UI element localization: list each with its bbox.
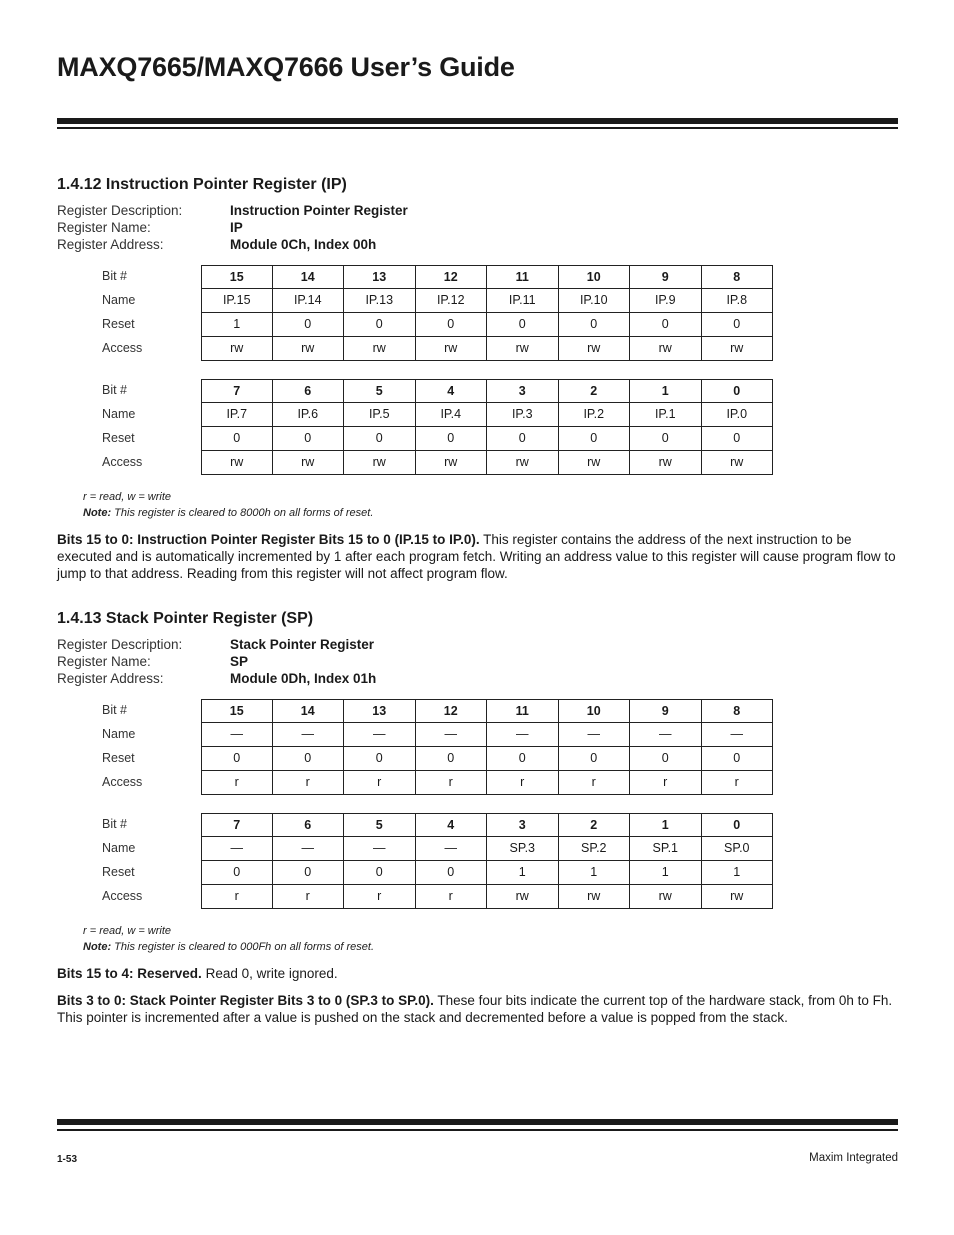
bit-cell-bit: 15 <box>201 265 273 289</box>
bit-cell-bit: 2 <box>559 813 631 837</box>
register-tables <box>83 699 898 909</box>
bit-cell-bit: 8 <box>702 265 774 289</box>
bit-cell-name: — <box>702 723 774 747</box>
row-label-bit: Bit # <box>102 383 128 397</box>
bit-cell-name: IP.5 <box>344 403 416 427</box>
bit-cell-reset: 0 <box>344 313 416 337</box>
bit-cell-access: rw <box>416 451 488 475</box>
meta-key: Register Name: <box>57 654 151 669</box>
bit-cell-reset: 1 <box>201 313 273 337</box>
bit-cell-name: — <box>273 837 345 861</box>
bit-description <box>57 992 898 1026</box>
row-label-reset: Reset <box>102 751 135 765</box>
footer-rule-thin <box>57 1129 898 1131</box>
section-heading: 1.4.13 Stack Pointer Register (SP) <box>57 610 314 627</box>
section-heading: 1.4.12 Instruction Pointer Register (IP) <box>57 176 347 193</box>
bit-table <box>83 265 898 361</box>
bit-cell-name: IP.8 <box>702 289 774 313</box>
bit-cell-bit: 0 <box>702 813 774 837</box>
reset-note <box>83 939 898 955</box>
bit-cell-name: — <box>416 723 488 747</box>
row-label-reset: Reset <box>102 317 135 331</box>
bit-cell-bit: 1 <box>630 379 702 403</box>
bit-cell-name: IP.1 <box>630 403 702 427</box>
register-notes <box>83 923 898 955</box>
bit-cell-access: rw <box>702 337 774 361</box>
bit-cell-access: rw <box>630 337 702 361</box>
bit-cell-reset: 0 <box>416 427 488 451</box>
bit-cell-bit: 12 <box>416 265 488 289</box>
bit-cell-reset: 0 <box>416 861 488 885</box>
page-number: 1-53 <box>57 1154 78 1165</box>
bit-cell-access: rw <box>487 337 559 361</box>
bit-cell-access: rw <box>273 337 345 361</box>
register-notes <box>83 489 898 521</box>
bit-cell-reset: 0 <box>344 747 416 771</box>
bit-description-title: Bits 15 to 4: Reserved. <box>57 966 202 981</box>
bit-cell-bit: 11 <box>487 699 559 723</box>
bit-cell-bit: 2 <box>559 379 631 403</box>
bit-cell-name: — <box>273 723 345 747</box>
access-legend: r = read, w = write <box>83 925 172 937</box>
bit-cell-name: — <box>559 723 631 747</box>
bit-cell-access: rw <box>702 451 774 475</box>
bit-cell-access: r <box>344 771 416 795</box>
footer-rule-thick <box>57 1119 898 1125</box>
meta-key: Register Address: <box>57 237 164 252</box>
bit-cell-reset: 1 <box>702 861 774 885</box>
meta-key: Register Address: <box>57 671 164 686</box>
section-ip-register <box>57 176 898 582</box>
bit-cell-reset: 0 <box>273 427 345 451</box>
bit-description <box>57 531 898 582</box>
bit-cell-name: — <box>201 723 273 747</box>
bit-cell-bit: 12 <box>416 699 488 723</box>
row-label-name: Name <box>102 407 136 421</box>
bit-cell-bit: 15 <box>201 699 273 723</box>
note-label: Note: <box>83 941 112 953</box>
row-label-access: Access <box>102 775 143 789</box>
bit-cell-name: IP.14 <box>273 289 345 313</box>
bit-cell-name: — <box>487 723 559 747</box>
meta-key: Register Name: <box>57 220 151 235</box>
bit-cell-name: — <box>416 837 488 861</box>
bit-cell-reset: 0 <box>487 313 559 337</box>
bit-cell-access: r <box>201 885 273 909</box>
company-name: Maxim Integrated <box>809 1152 898 1164</box>
bit-cell-access: r <box>630 771 702 795</box>
bit-description-text: This register contains the address of the next instruction to be executed and is automatically incremented by 1 after each program fetch. Writing an address value to this register will cause program flow to jump to that address. Reading from this register will not affect program flow. <box>57 532 896 581</box>
row-label-bit: Bit # <box>102 817 128 831</box>
header-rule-thin <box>57 127 898 129</box>
bit-cell-name: IP.15 <box>201 289 273 313</box>
bit-cell-name: — <box>344 723 416 747</box>
bit-cell-name: — <box>630 723 702 747</box>
meta-value: SP <box>230 654 249 669</box>
bit-description-title: Bits 3 to 0: Stack Pointer Register Bits 3 to 0 (SP.3 to SP.0). <box>57 993 434 1008</box>
bit-cell-access: r <box>273 885 345 909</box>
meta-value: Stack Pointer Register <box>230 637 375 652</box>
bit-cell-name: IP.3 <box>487 403 559 427</box>
bit-cell-access: r <box>416 885 488 909</box>
bit-cell-name: IP.10 <box>559 289 631 313</box>
bit-cell-access: rw <box>416 337 488 361</box>
bit-cell-name: IP.13 <box>344 289 416 313</box>
row-label-access: Access <box>102 455 143 469</box>
bit-cell-name: IP.7 <box>201 403 273 427</box>
bit-description-text: These four bits indicate the current top of the hardware stack, from 0h to Fh. This pointer is incremented after a value is pushed on the stack and decremented before a value is popped from the stack. <box>57 993 893 1025</box>
meta-key: Register Description: <box>57 637 183 652</box>
bit-description-title: Bits 15 to 0: Instruction Pointer Register Bits 15 to 0 (IP.15 to IP.0). <box>57 532 480 547</box>
bit-cell-bit: 6 <box>273 379 345 403</box>
row-label-bit: Bit # <box>102 269 128 283</box>
bit-cell-bit: 4 <box>416 379 488 403</box>
bit-cell-bit: 6 <box>273 813 345 837</box>
bit-cell-reset: 1 <box>630 861 702 885</box>
bit-cell-name: SP.3 <box>487 837 559 861</box>
bit-cell-access: rw <box>702 885 774 909</box>
meta-value: IP <box>230 220 243 235</box>
bit-cell-access: rw <box>559 337 631 361</box>
bit-cell-name: IP.0 <box>702 403 774 427</box>
bit-cell-access: rw <box>487 451 559 475</box>
meta-value: Module 0Ch, Index 00h <box>230 237 377 252</box>
bit-cell-bit: 10 <box>559 699 631 723</box>
meta-value: Instruction Pointer Register <box>230 203 408 218</box>
reset-note <box>83 505 898 521</box>
bit-cell-name: IP.9 <box>630 289 702 313</box>
note-label: Note: <box>83 507 112 519</box>
bit-cell-reset: 0 <box>273 861 345 885</box>
bit-cell-bit: 9 <box>630 265 702 289</box>
bit-cell-access: rw <box>559 885 631 909</box>
bit-cell-bit: 0 <box>702 379 774 403</box>
bit-cell-access: rw <box>273 451 345 475</box>
bit-cell-reset: 0 <box>630 747 702 771</box>
bit-cell-bit: 8 <box>702 699 774 723</box>
bit-cell-reset: 0 <box>344 427 416 451</box>
bit-cell-reset: 0 <box>344 861 416 885</box>
bit-cell-reset: 0 <box>416 313 488 337</box>
meta-key: Register Description: <box>57 203 183 218</box>
bit-cell-reset: 0 <box>559 747 631 771</box>
row-label-name: Name <box>102 727 136 741</box>
bit-cell-name: — <box>344 837 416 861</box>
register-meta <box>57 202 898 253</box>
register-meta <box>57 636 898 687</box>
bit-cell-bit: 1 <box>630 813 702 837</box>
bit-cell-name: IP.6 <box>273 403 345 427</box>
bit-cell-bit: 10 <box>559 265 631 289</box>
bit-cell-reset: 0 <box>201 747 273 771</box>
bit-cell-bit: 4 <box>416 813 488 837</box>
bit-cell-name: IP.12 <box>416 289 488 313</box>
bit-table <box>83 379 898 475</box>
bit-cell-bit: 5 <box>344 379 416 403</box>
register-tables <box>83 265 898 475</box>
bit-cell-bit: 7 <box>201 379 273 403</box>
bit-cell-access: rw <box>630 451 702 475</box>
bit-cell-name: — <box>201 837 273 861</box>
bit-cell-access: r <box>702 771 774 795</box>
row-label-access: Access <box>102 341 143 355</box>
bit-cell-reset: 0 <box>201 861 273 885</box>
bit-cell-reset: 0 <box>630 427 702 451</box>
section-sp-register <box>57 610 898 1026</box>
bit-cell-name: SP.1 <box>630 837 702 861</box>
bit-cell-reset: 0 <box>487 427 559 451</box>
bit-cell-reset: 0 <box>630 313 702 337</box>
bit-cell-access: r <box>487 771 559 795</box>
bit-cell-reset: 0 <box>702 313 774 337</box>
bit-cell-name: IP.4 <box>416 403 488 427</box>
row-label-name: Name <box>102 293 136 307</box>
row-label-bit: Bit # <box>102 703 128 717</box>
bit-cell-bit: 11 <box>487 265 559 289</box>
bit-cell-bit: 7 <box>201 813 273 837</box>
bit-cell-bit: 13 <box>344 265 416 289</box>
bit-cell-reset: 1 <box>487 861 559 885</box>
bit-cell-reset: 0 <box>201 427 273 451</box>
bit-cell-reset: 0 <box>559 427 631 451</box>
row-label-reset: Reset <box>102 431 135 445</box>
bit-cell-bit: 14 <box>273 699 345 723</box>
bit-cell-reset: 0 <box>273 747 345 771</box>
bit-cell-reset: 0 <box>702 747 774 771</box>
bit-cell-access: rw <box>487 885 559 909</box>
bit-cell-name: IP.2 <box>559 403 631 427</box>
bit-cell-name: IP.11 <box>487 289 559 313</box>
bit-cell-access: r <box>344 885 416 909</box>
bit-cell-bit: 14 <box>273 265 345 289</box>
row-label-access: Access <box>102 889 143 903</box>
bit-cell-access: r <box>273 771 345 795</box>
bit-cell-reset: 1 <box>559 861 631 885</box>
bit-cell-reset: 0 <box>273 313 345 337</box>
bit-cell-bit: 13 <box>344 699 416 723</box>
bit-cell-access: r <box>201 771 273 795</box>
note-text: This register is cleared to 8000h on all forms of reset. <box>114 507 374 519</box>
bit-cell-reset: 0 <box>487 747 559 771</box>
bit-cell-access: rw <box>201 337 273 361</box>
bit-cell-access: r <box>416 771 488 795</box>
bit-cell-reset: 0 <box>416 747 488 771</box>
access-legend: r = read, w = write <box>83 491 172 503</box>
bit-cell-bit: 3 <box>487 379 559 403</box>
note-text: This register is cleared to 000Fh on all forms of reset. <box>114 941 375 953</box>
bit-cell-name: SP.0 <box>702 837 774 861</box>
document-title: MAXQ7665/MAXQ7666 User’s Guide <box>57 52 515 82</box>
bit-cell-reset: 0 <box>702 427 774 451</box>
bit-cell-access: rw <box>344 451 416 475</box>
row-label-name: Name <box>102 841 136 855</box>
bit-cell-access: rw <box>630 885 702 909</box>
bit-cell-access: rw <box>201 451 273 475</box>
bit-cell-bit: 3 <box>487 813 559 837</box>
bit-table <box>83 813 898 909</box>
bit-table <box>83 699 898 795</box>
bit-cell-bit: 5 <box>344 813 416 837</box>
bit-cell-bit: 9 <box>630 699 702 723</box>
bit-description-text: Read 0, write ignored. <box>201 966 338 981</box>
bit-cell-access: r <box>559 771 631 795</box>
bit-cell-name: SP.2 <box>559 837 631 861</box>
bit-cell-access: rw <box>559 451 631 475</box>
bit-description <box>57 965 898 982</box>
row-label-reset: Reset <box>102 865 135 879</box>
bit-cell-reset: 0 <box>559 313 631 337</box>
bit-cell-access: rw <box>344 337 416 361</box>
header-rule-thick <box>57 118 898 124</box>
meta-value: Module 0Dh, Index 01h <box>230 671 377 686</box>
